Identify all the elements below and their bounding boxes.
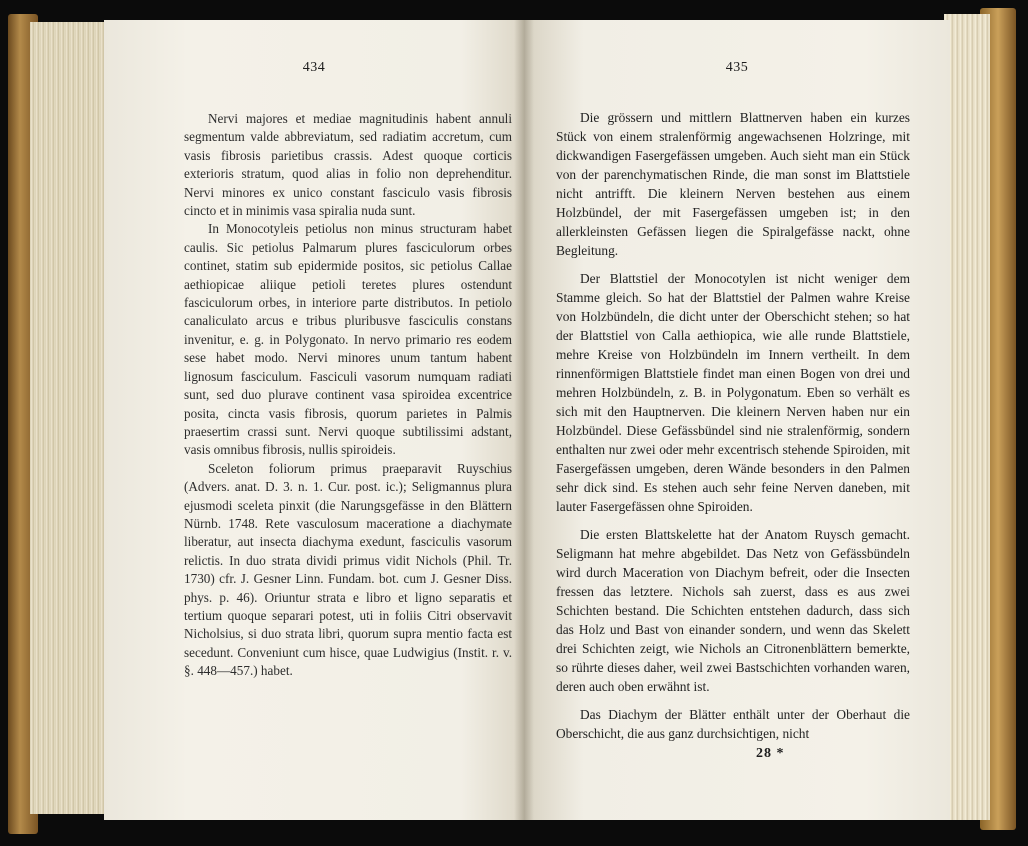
right-page-text [556,108,910,752]
left-paragraph-2: In Monocotyleis petiolus non minus structuram habet caulis. Sic petiolus Palmarum plures fasciculorum orbes continet, statim sub epidermide positos, sic petiolus Callae aethiopicae aliique petioli teretes plures ostendunt fasciculorum orbes, in interiore parte distributos. In petiolo canaliculato arcus e tribus pluribusve fasciculis constans invenitur, e. g. in Polygonato. In nervo primario res eodem sese habet modo. Nervi minores unum tantum habent lignosum fasciculum. Fasciculi vasorum numquam radiati sunt, sed duo plurave continent vasa spiroidea excentrice posita, cincta vasis fibrosis, quorum parietes in Palmis praesertim crassi sunt. Nervi quoque subtilissimi adstant, vasis omnibus fibrosis, nullis spiroideis. [184,221,512,458]
left-page-number: 434 [302,60,326,75]
left-page [104,20,524,820]
right-paragraph-4: Das Diachym der Blätter enthält unter der Oberhaut die Oberschicht, die aus ganz durchsichtigen, nicht [556,707,910,741]
left-page-edges [30,22,114,814]
signature-mark: 28 * [756,746,785,761]
left-paragraph-1: Nervi majores et mediae magnitudinis habent annuli segmentum valde abbreviatum, sed radiatim accretum, cum vasis fibrosis parietibus crassis. Adest quoque corticis exterioris stratum, quod alias in folio non deprehenditur. Nervi minores ex unico constant fasciculo vasis fibrosis cincto et in minimis vasa spiralia nuda sunt. [184,111,512,219]
right-paragraph-3: Die ersten Blattskelette hat der Anatom Ruysch gemacht. Seligmann hat mehre abgebildet. Das Netz von Gefässbündeln wird durch Maceration von Diachym befreit, oder die Insecten fressen das letztere. Nichols sah zuerst, dass es aus zwei Schichten bestand. Die Schichten entstehen dadurch, dass sich das Holz und Bast von einander sondern, und wenn das Skelett drei Schichten zeigt, wie Nichols an Citronenblättern bemerkte, so rührte dieses daher, weil zwei Bastschichten vorhanden waren, deren auch oben erwähnt ist. [556,527,910,694]
right-paragraph-2: Der Blattstiel der Monocotylen ist nicht weniger dem Stamme gleich. So hat der Blattstiel der Palmen wahre Kreise von Holzbündeln, die dicht unter der Oberschicht stehen; so hat der Blattstiel von Calla aethiopica, wie alle runde Blattstiele, mehre Kreise von Holzbündeln im Innern vertheilt. In dem rinnenförmigen Blattstiele findet man einen Bogen von drei und mehren Holzbündeln, z. B. in Polygonatum. Eben so verhält es sich mit den Hauptnerven. Die kleinern Nerven haben nur ein Holzbündel. Diese Gefässbündel sind nie stralenförmig, sondern enthalten nur zwei oder mehr excentrisch stehende Spiroiden, mit Fasergefässen umgeben, deren Wände besonders in den Palmen sehr dick sind. Es stehen auch sehr feine Nerven daneben, mit lauter Fasergefässen ohne Spiroiden. [556,271,910,514]
right-page-edges [944,14,990,820]
left-paragraph-3: Sceleton foliorum primus praeparavit Ruyschius (Advers. anat. D. 3. n. 1. Cur. post. ic.); Seligmannus plura ejusmodi sceleta pinxit (die Narungsgefässe in den Blättern Nürnb. 1748. Rete vasculosum maceratione a diachymate liberatur, aut insecta diachyma exedunt, fasciculis vasorum relictis. In duo strata dividi primus vidit Nichols (Phil. Tr. 1730) cfr. J. Gesner Linn. Fundam. bot. cum J. Gesner Diss. phys. p. 46). Oriuntur strata e libro et ligno separatis et tertium quoque separari potest, uti in foliis Citri observavit Nicholsius, si duo strata libri, quorum supra mentio facta est secedunt. Conveniunt cum hisce, quae Ludwigius (Instit. r. v. §. 448—457.) habet. [184,460,512,679]
left-page-text [184,110,512,681]
right-page-number: 435 [725,60,749,75]
right-paragraph-1: Die grössern und mittlern Blattnerven haben ein kurzes Stück von einem stralenförmig angewachsenen Holzringe, mit dickwandigen Fasergefässen umgeben. Auch sieht man ein Stück von der parenchymatischen Rinde, die man sonst im Blattstiele nicht antrifft. Die kleinern Nerven bestehen aus einem Holzbündel, der mit Fasergefässen umgeben ist; in den allerkleinsten Gefässen liegen die Spiralgefässe nackt, ohne Begleitung. [556,110,910,258]
right-page [524,20,950,820]
book-gutter [514,20,534,820]
